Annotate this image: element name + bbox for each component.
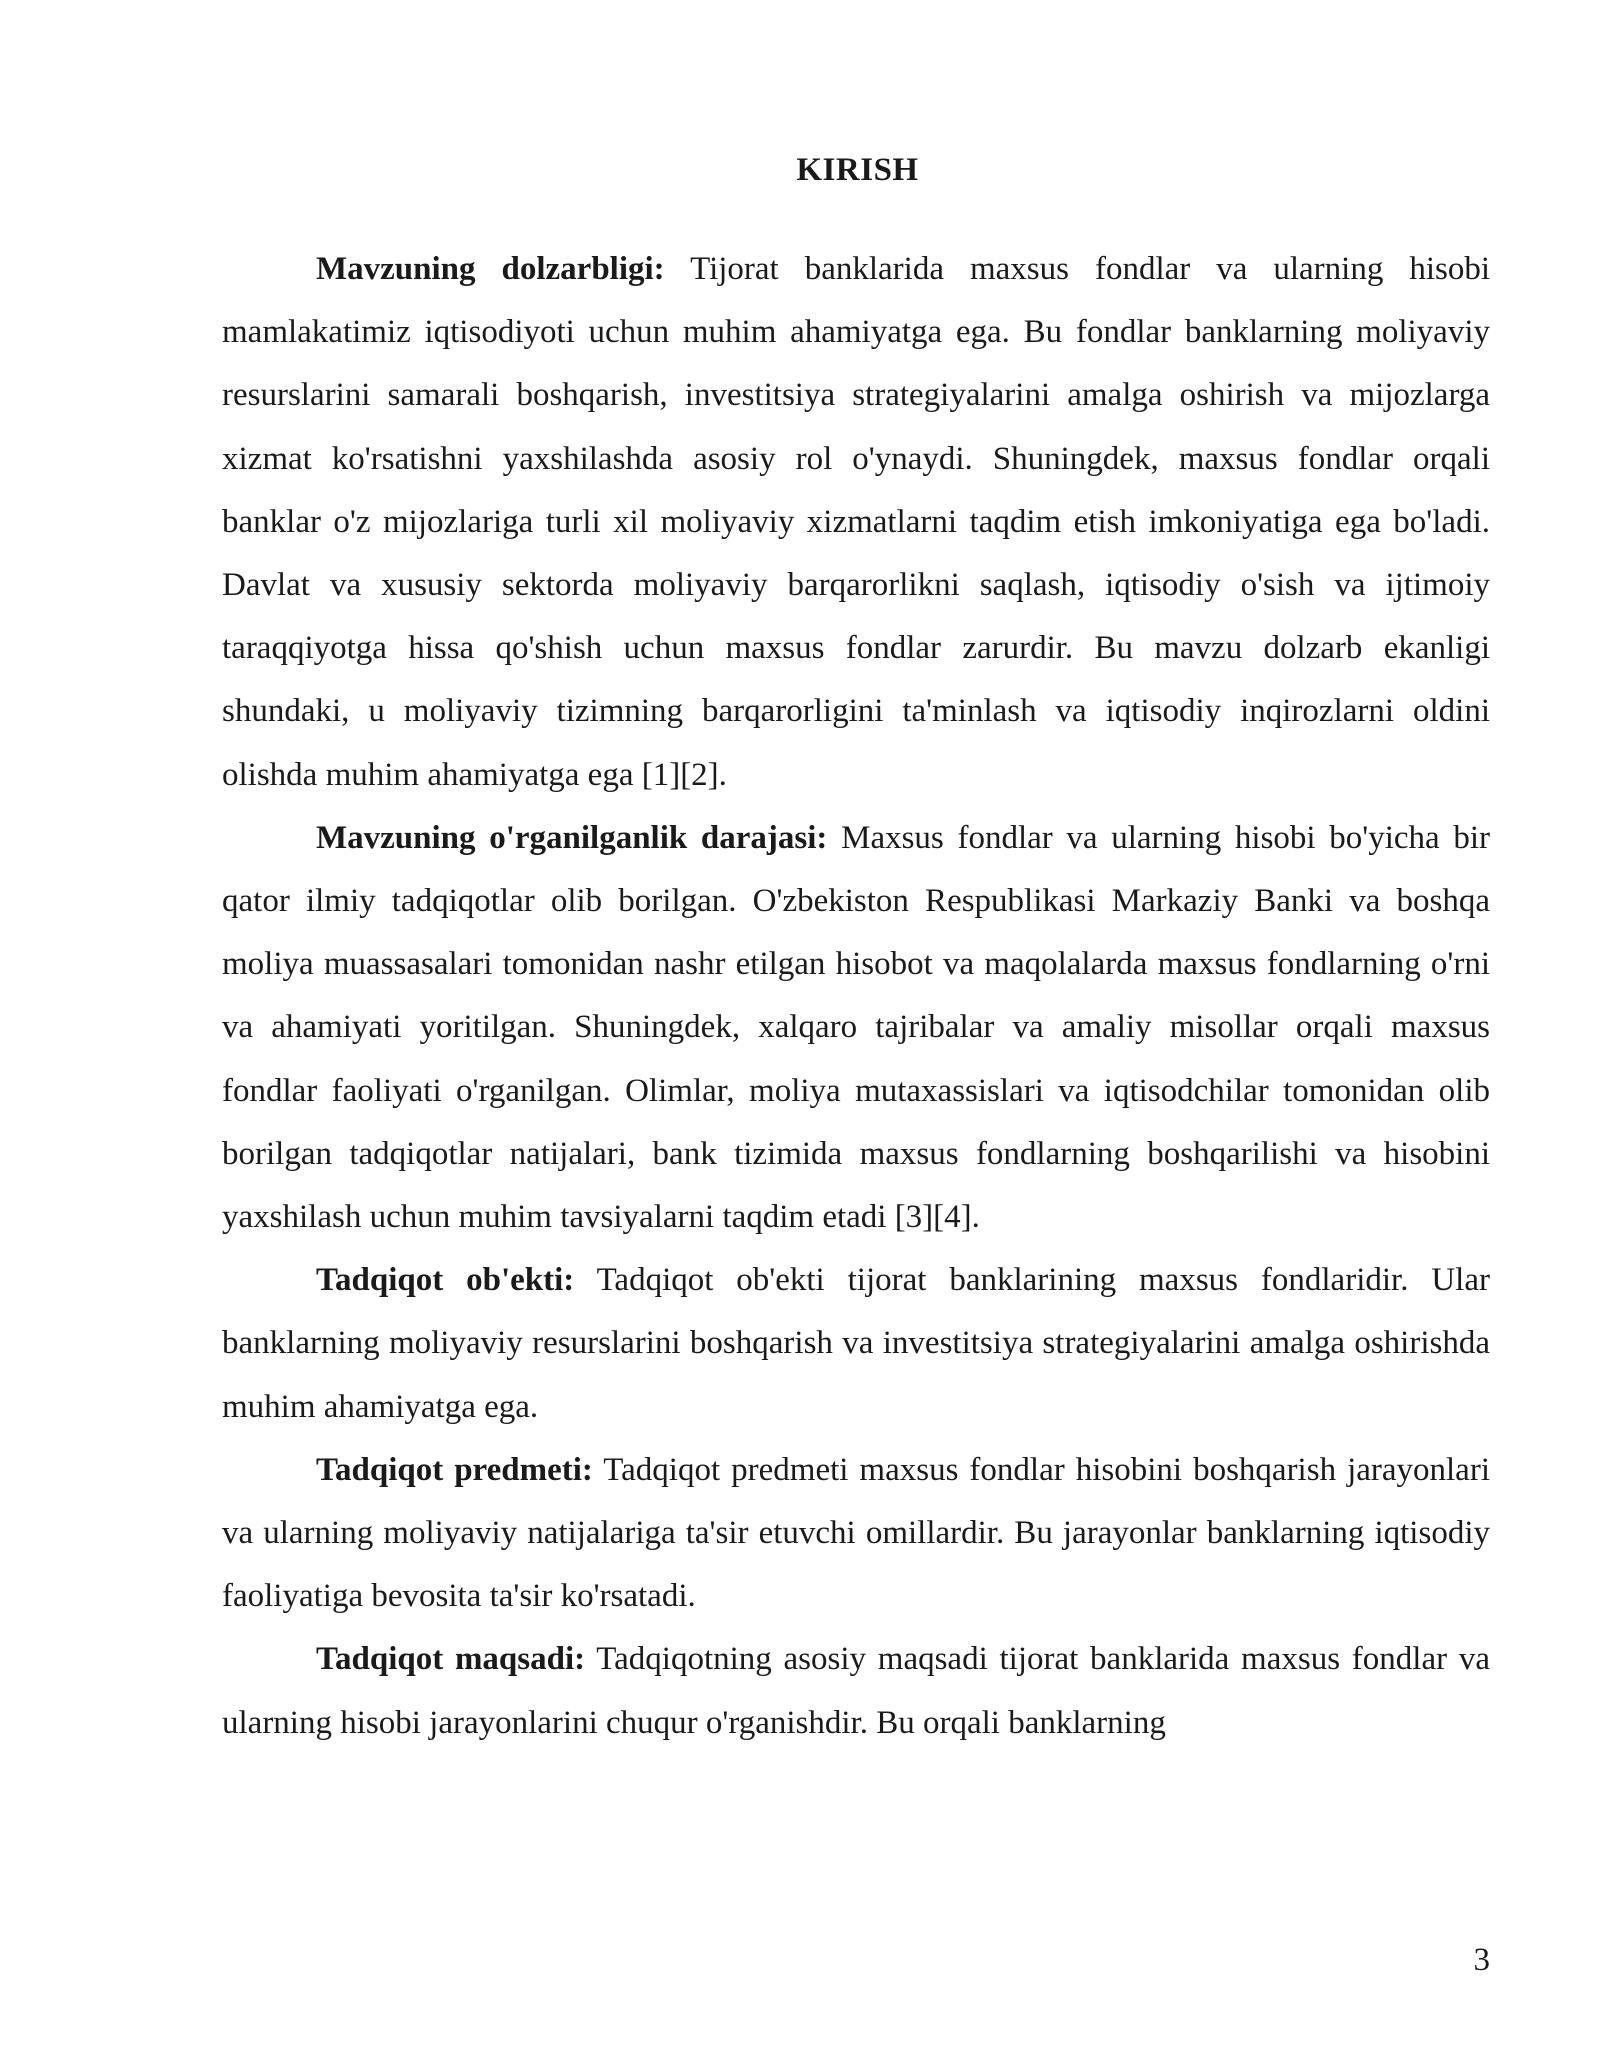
paragraph-research-subject [222, 1439, 1490, 1629]
paragraph-text: Tijorat banklarida maxsus fondlar va ularning hisobi mamlakatimiz iqtisodiyoti uchun muhim ahamiyatga ega. Bu fondlar banklarning moliyaviy resurslarini samarali boshqarish, investitsiya strategiyalarini amalga oshirish va mijozlarga xizmat ko'rsatishni yaxshilashda asosiy rol o'ynaydi. Shuningdek, maxsus fondlar orqali banklar o'z mijozlariga turli xil moliyaviy xizmatlarni taqdim etish imkoniyatiga ega bo'ladi. Davlat va xususiy sektorda moliyaviy barqarorlikni saqlash, iqtisodiy o'sish va ijtimoiy taraqqiyotga hissa qo'shish uchun maxsus fondlar zarurdir. Bu mavzu dolzarb ekanligi shundaki, u moliyaviy tizimning barqarorligini ta'minlash va iqtisodiy inqirozlarni oldini olishda muhim ahamiyatga ega [1][2]. [222, 251, 1491, 793]
body-text [222, 238, 1490, 1755]
paragraph-text: Tadqiqotning asosiy maqsadi tijorat banklarida maxsus fondlar va ularning hisobi jarayonlarini chuqur o'rganishdir. Bu orqali banklarning [222, 1641, 1490, 1741]
paragraph-lead: Tadqiqot maqsadi: [316, 1641, 586, 1678]
paragraph-lead: Mavzuning dolzarbligi: [316, 251, 665, 287]
page-number: 3 [1473, 1942, 1490, 1978]
paragraph-relevance [222, 238, 1490, 807]
paragraph-text: Tadqiqot predmeti maxsus fondlar hisobini boshqarish jarayonlari va ularning moliyaviy natijalariga ta'sir etuvchi omillardir. Bu jarayonlar banklarning iqtisodiy faoliyatiga bevosita ta'sir ko'rsatadi. [222, 1451, 1490, 1615]
paragraph-text: Tadqiqot ob'ekti tijorat banklarining maxsus fondlaridir. Ular banklarning moliyaviy resurslarini boshqarish va investitsiya strategiyalarini amalga oshirishda muhim ahamiyatga ega. [222, 1262, 1490, 1425]
paragraph-research-goal [222, 1628, 1490, 1754]
paragraph-study-level [222, 807, 1490, 1249]
paragraph-lead: Tadqiqot predmeti: [316, 1451, 593, 1488]
paragraph-research-object [222, 1249, 1490, 1439]
paragraph-lead: Tadqiqot ob'ekti: [316, 1262, 575, 1299]
paragraph-lead: Mavzuning o'rganilganlik darajasi: [316, 819, 828, 856]
paragraph-text: Maxsus fondlar va ularning hisobi bo'yicha bir qator ilmiy tadqiqotlar olib borilgan. O'zbekiston Respublikasi Markaziy Banki va boshqa moliya muassasalari tomonidan nashr etilgan hisobot va maqolalarda maxsus fondlarning o'rni va ahamiyati yoritilgan. Shuningdek, xalqaro tajribalar va amaliy misollar orqali maxsus fondlar faoliyati o'rganilgan. Olimlar, moliya mutaxassislari va iqtisodchilar tomonidan olib borilgan tadqiqotlar natijalari, bank tizimida maxsus fondlarning boshqarilishi va hisobini yaxshilash uchun muhim tavsiyalarni taqdim etadi [3][4]. [222, 819, 1490, 1236]
page-heading: KIRISH [796, 152, 919, 188]
